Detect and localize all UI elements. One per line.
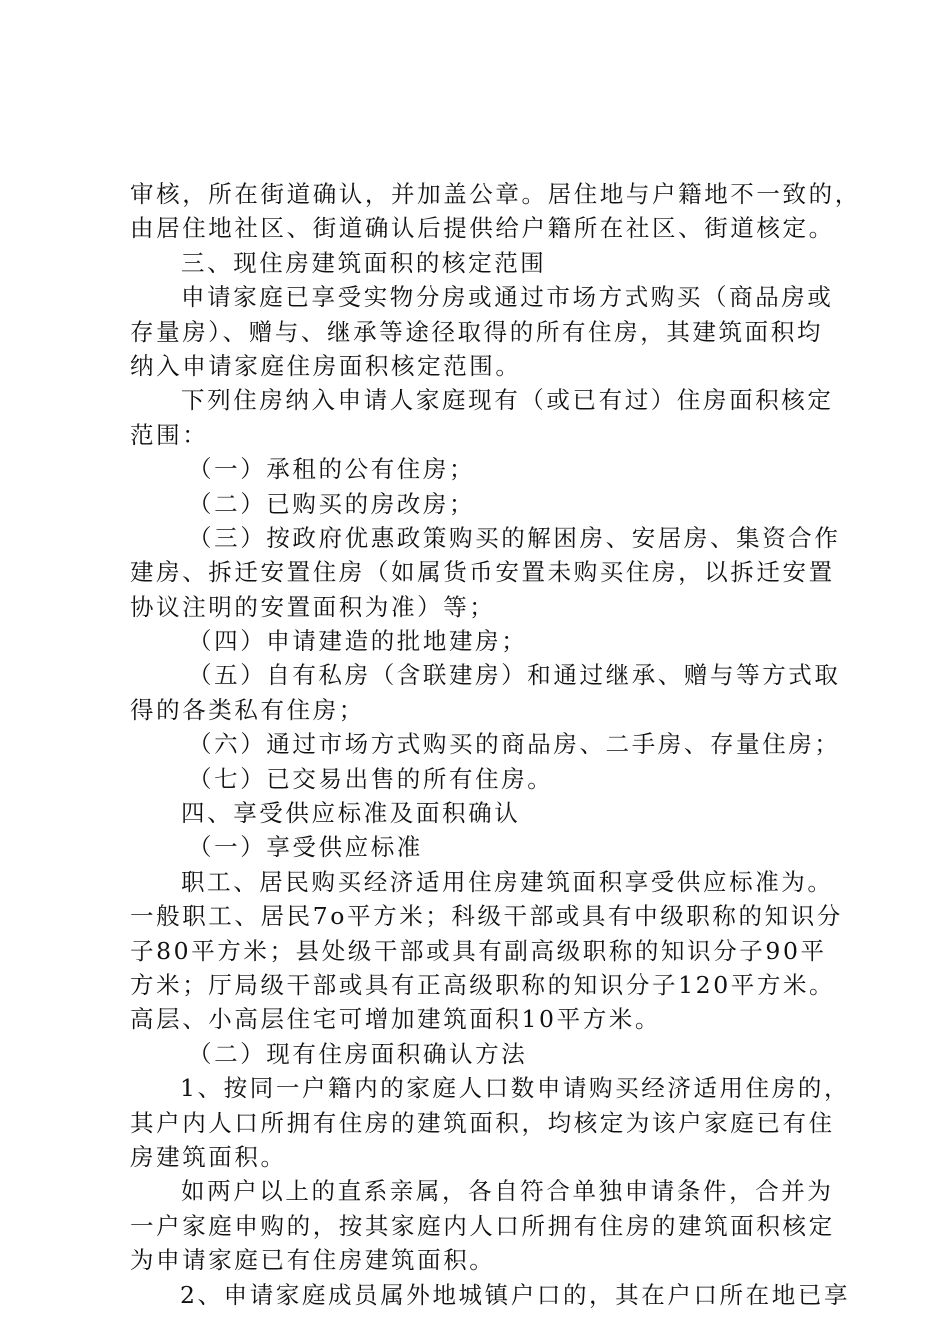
- section-heading: 四、享受供应标准及面积确认: [181, 799, 521, 828]
- text-line: 为申请家庭已有住房建筑面积。: [130, 1246, 496, 1275]
- text-line: 得的各类私有住房；: [130, 695, 365, 724]
- subsection-heading: （二）现有住房面积确认方法: [188, 1039, 528, 1068]
- text-line: 一户家庭申购的，按其家庭内人口所拥有住房的建筑面积核定: [130, 1211, 835, 1240]
- list-item: （三）按政府优惠政策购买的解困房、安居房、集资合作: [188, 523, 841, 552]
- text-line: 范围：: [130, 420, 209, 449]
- list-item: （五）自有私房（含联建房）和通过继承、赠与等方式取: [188, 661, 841, 690]
- document-body: [130, 177, 861, 1312]
- text-line: 由居住地社区、街道确认后提供给户籍所在社区、街道核定。: [130, 214, 835, 243]
- text-line: 高层、小高层住宅可增加建筑面积10平方米。: [130, 1005, 662, 1034]
- text-line: 其户内人口所拥有住房的建筑面积，均核定为该户家庭已有住: [130, 1108, 835, 1137]
- text-line: 方米；厅局级干部或具有正高级职称的知识分子120平方米。: [130, 970, 836, 999]
- text-line: 建房、拆迁安置住房（如属货币安置未购买住房，以拆迁安置: [130, 558, 835, 587]
- text-line: 审核，所在街道确认，并加盖公章。居住地与户籍地不一致的，: [130, 180, 861, 208]
- list-item: （二）已购买的房改房；: [188, 489, 476, 518]
- text-line: 一般职工、居民7o平方米；科级干部或具有中级职称的知识分: [130, 902, 843, 931]
- text-line: 存量房）、赠与、继承等途径取得的所有住房，其建筑面积均: [130, 317, 823, 346]
- list-item: （四）申请建造的批地建房；: [188, 627, 528, 656]
- list-item: （七）已交易出售的所有住房。: [188, 764, 554, 793]
- text-line: 下列住房纳入申请人家庭现有（或已有过）住房面积核定: [181, 386, 834, 415]
- list-item: （六）通过市场方式购买的商品房、二手房、存量住房；: [188, 730, 841, 759]
- section-heading: 三、现住房建筑面积的核定范围: [181, 248, 547, 277]
- numbered-item: 2、申请家庭成员属外地城镇户口的，其在户口所在地已享: [180, 1280, 851, 1309]
- text-line: 如两户以上的直系亲属，各自符合单独申请条件，合并为: [181, 1177, 834, 1206]
- text-line: 协议注明的安置面积为准）等；: [130, 592, 496, 621]
- text-line: 子80平方米；县处级干部或具有副高级职称的知识分子90平: [130, 936, 827, 965]
- text-line: 房建筑面积。: [130, 1142, 287, 1171]
- text-line: 申请家庭已享受实物分房或通过市场方式购买（商品房或: [181, 283, 834, 312]
- numbered-item: 1、按同一户籍内的家庭人口数申请购买经济适用住房的，: [180, 1074, 851, 1103]
- list-item: （一）承租的公有住房；: [188, 455, 476, 484]
- subsection-heading: （一）享受供应标准: [188, 833, 423, 862]
- text-line: 职工、居民购买经济适用住房建筑面积享受供应标准为。: [181, 867, 834, 896]
- text-line: 纳入申请家庭住房面积核定范围。: [130, 351, 522, 380]
